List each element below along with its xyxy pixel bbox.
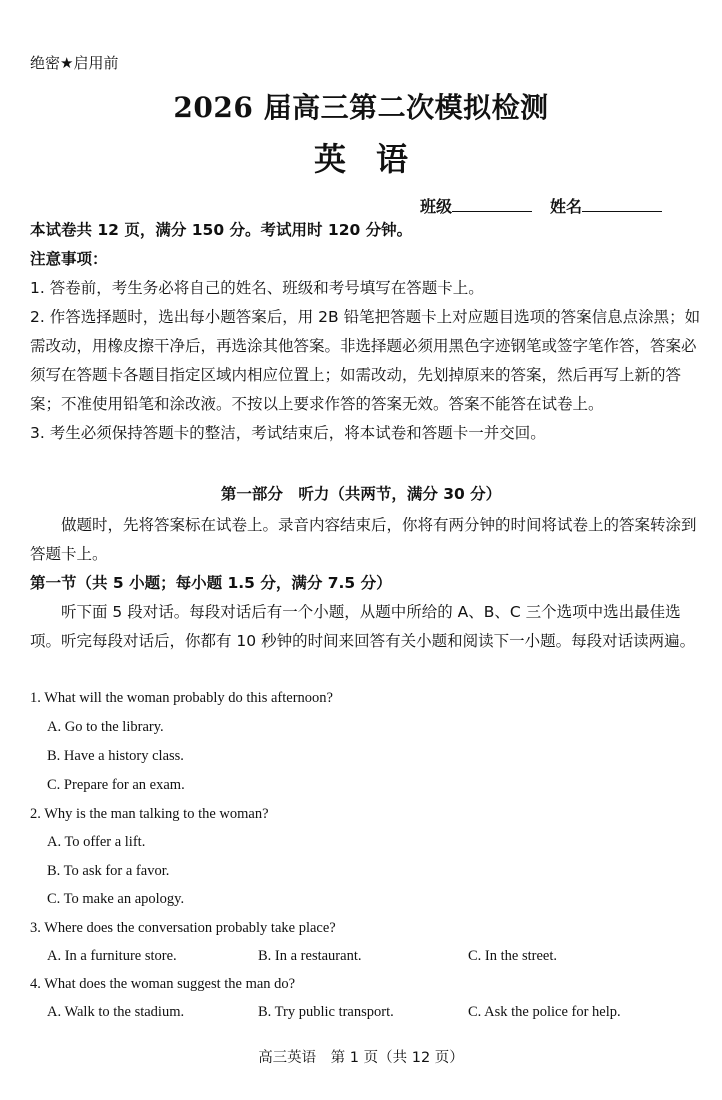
notice-item-3: 3. 考生必须保持答题卡的整洁，考试结束后，将本试卷和答题卡一并交回。 [30,424,546,442]
q1-option-b[interactable]: B. Have a history class. [47,748,184,764]
notice-heading: 注意事项： [30,250,108,268]
notice-item-1: 1. 答卷前，考生务必将自己的姓名、班级和考号填写在答题卡上。 [30,279,484,297]
q3-option-b[interactable]: B. In a restaurant. [258,948,362,964]
part1-title: 第一部分 听力（共两节，满分 30 分） [220,485,502,503]
q1-option-a[interactable]: A. Go to the library. [47,719,164,735]
q4-option-c[interactable]: C. Ask the police for help. [468,1004,621,1020]
q1-option-c[interactable]: C. Prepare for an exam. [47,777,185,793]
name-label: 姓名 [550,197,583,216]
exam-summary: 本试卷共 12 页，满分 150 分。考试用时 120 分钟。 [30,221,413,239]
question-3: 3. Where does the conversation probably take place? [30,920,336,936]
exam-title: 2026 届高三第二次模拟检测 [173,91,549,124]
class-blank[interactable] [452,197,532,212]
q2-option-b[interactable]: B. To ask for a favor. [47,863,170,879]
page-footer: 高三英语 第 1 页（共 12 页） [258,1050,464,1066]
q3-option-a[interactable]: A. In a furniture store. [47,948,177,964]
section1-heading: 第一节（共 5 小题；每小题 1.5 分，满分 7.5 分） [30,574,392,592]
part1-instruction: 做题时，先将答案标在试卷上。录音内容结束后，你将有两分钟的时间将试卷上的答案转涂到答题卡上。 [30,516,697,563]
question-4: 4. What does the woman suggest the man do? [30,976,296,992]
q2-option-a[interactable]: A. To offer a lift. [47,834,146,850]
q4-option-a[interactable]: A. Walk to the stadium. [47,1004,185,1020]
q3-option-c[interactable]: C. In the street. [468,948,557,964]
q4-option-b[interactable]: B. Try public transport. [258,1004,394,1020]
q2-option-c[interactable]: C. To make an apology. [47,891,185,907]
subject-title: 英语 [313,140,438,178]
question-1: 1. What will the woman probably do this afternoon? [30,690,333,706]
notice-item-2: 2. 作答选择题时，选出每小题答案后，用 2B 铅笔把答题卡上对应题目选项的答案信息点涂黑；如需改动，用橡皮擦干净后，再选涂其他答案。非选择题必须用黑色字迹钢笔或签字笔作答，答案必须写在答题卡各题目指定区域内相应位置上；如需改动，先划掉原来的答案，然后再写上新的答案；不准使用铅笔和涂改液。不按以上要求作答的答案无效。答案不能答在试卷上。 [30,308,701,413]
name-blank[interactable] [582,197,662,212]
question-2: 2. Why is the man talking to the woman? [30,806,269,822]
class-name-fields [420,194,662,217]
secret-label: 绝密★启用前 [30,54,119,72]
section1-instruction: 听下面 5 段对话。每段对话后有一个小题，从题中所给的 A、B、C 三个选项中选出最佳选项。听完每段对话后，你都有 10 秒钟的时间来回答有关小题和阅读下一小题。每段对话读两遍。 [30,603,696,650]
class-label: 班级 [420,197,453,216]
